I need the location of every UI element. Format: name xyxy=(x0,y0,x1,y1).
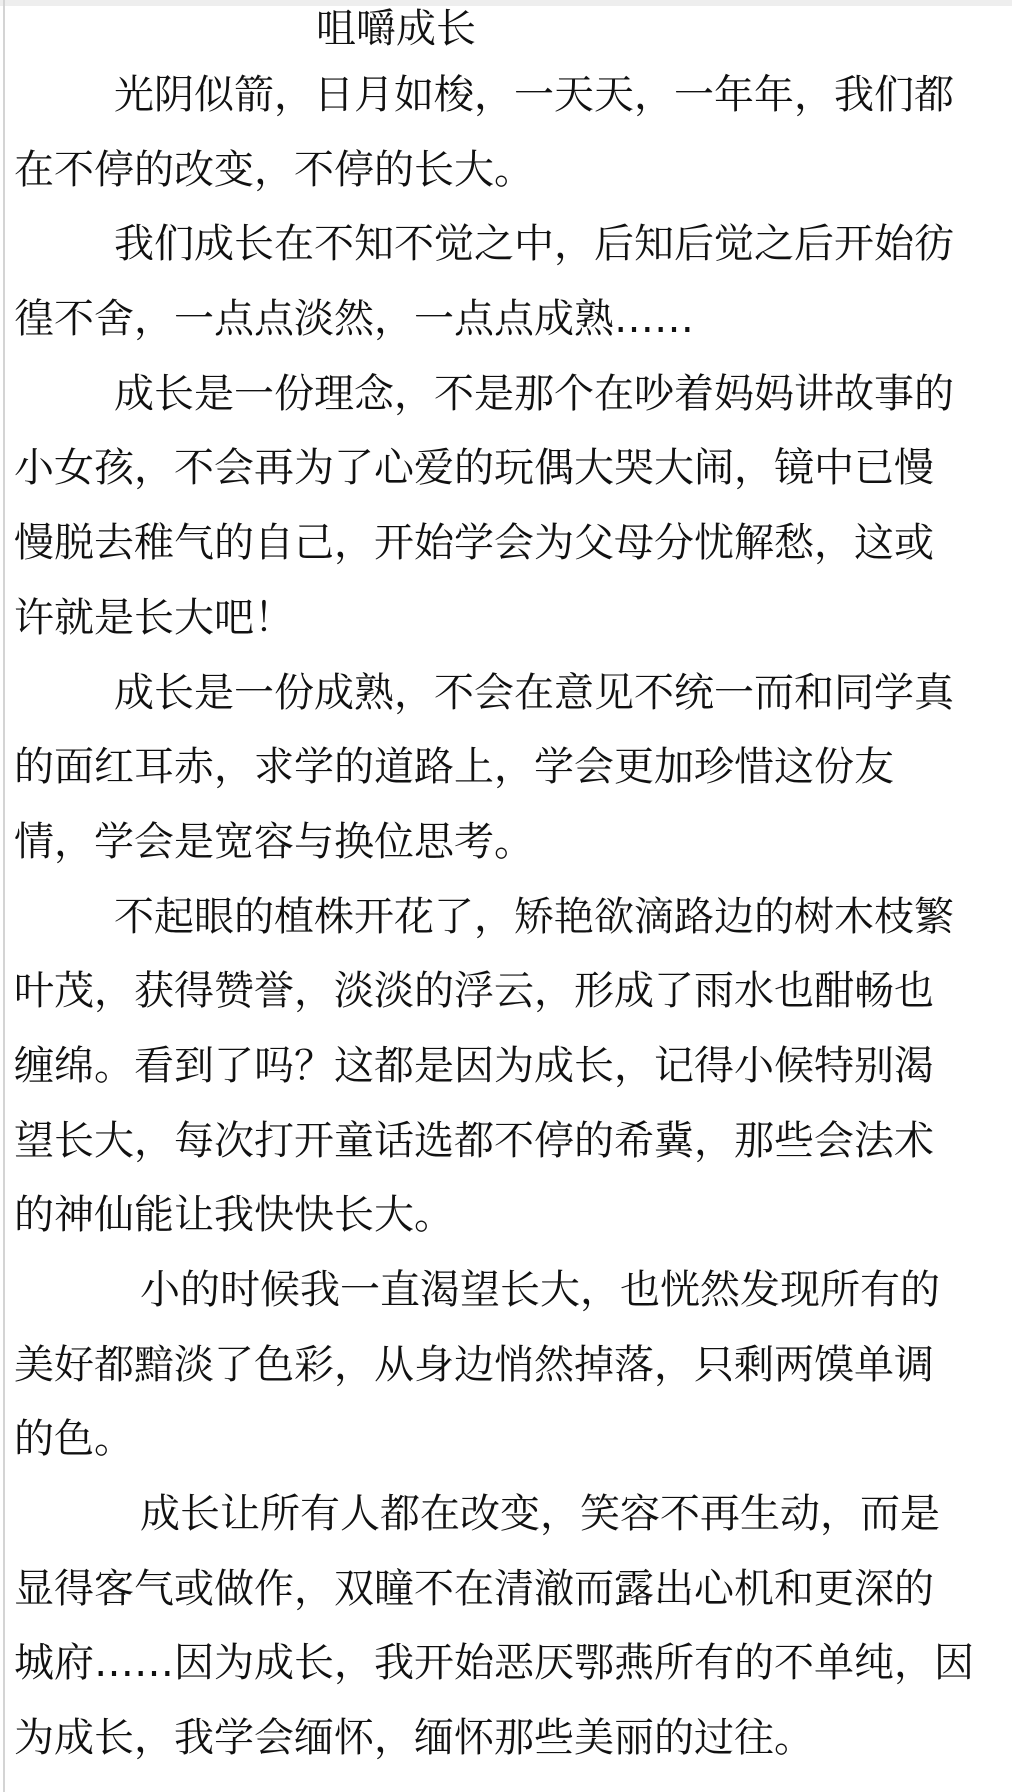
paragraph-line: 显得客气或做作，双瞳不在清澈而露出心机和更深的 xyxy=(14,1565,934,1612)
paragraph-line: 成长是一份成熟，不会在意见不统一而和同学真 xyxy=(114,669,954,716)
essay-paragraph xyxy=(14,357,1004,656)
paragraph-line: 慢脱去稚气的自己，开始学会为父母分忧解愁，这或 xyxy=(14,520,934,567)
paragraph-line: 的色。 xyxy=(14,1416,134,1463)
paragraph-line: 的面红耳赤，求学的道路上，学会更加珍惜这份友 xyxy=(14,744,894,791)
paragraph-line: 光阴似箭，日月如梭，一天天，一年年，我们都 xyxy=(114,72,954,118)
essay-paragraph xyxy=(14,58,1004,207)
paragraph-line: 美好都黯淡了色彩，从身边悄然掉落，只剩两馍单调 xyxy=(14,1341,934,1388)
paragraph-line: 许就是长大吧！ xyxy=(14,594,294,641)
paragraph-line: 在不停的改变，不停的长大。 xyxy=(14,146,534,193)
paragraph-line: 的神仙能让我快快长大。 xyxy=(14,1192,454,1239)
paragraph-line: 成长是一份理念，不是那个在吵着妈妈讲故事的 xyxy=(114,370,954,417)
paragraph-line: 徨不舍，一点点淡然，一点点成熟…… xyxy=(14,296,694,343)
paragraph-line: 小的时候我一直渴望长大，也恍然发现所有的 xyxy=(140,1267,940,1313)
essay-page xyxy=(14,0,1004,1776)
essay-paragraph xyxy=(14,656,1004,880)
paragraph-line: 城府……因为成长，我开始恶厌鄂燕所有的不单纯，因 xyxy=(14,1640,974,1687)
essay-paragraph xyxy=(14,880,1004,1253)
left-margin-rule xyxy=(3,0,5,1792)
paragraph-line: 缠绵。看到了吗？这都是因为成长，记得小候特别渴 xyxy=(14,1042,934,1089)
paragraph-line: 情，学会是宽容与换位思考。 xyxy=(14,818,534,865)
essay-title: 咀嚼成长 xyxy=(316,6,476,52)
paragraph-line: 我们成长在不知不觉之中，后知后觉之后开始彷 xyxy=(114,221,954,268)
paragraph-line: 不起眼的植株开花了，矫艳欲滴路边的树木枝繁 xyxy=(114,893,954,940)
paragraph-line: 成长让所有人都在改变，笑容不再生动，而是 xyxy=(140,1491,940,1538)
essay-paragraph xyxy=(14,1477,1004,1776)
paragraph-line: 叶茂，获得赞誉，淡淡的浮云，形成了雨水也酣畅也 xyxy=(14,968,934,1015)
essay-paragraph xyxy=(14,207,1004,356)
paragraph-line: 为成长，我学会缅怀，缅怀那些美丽的过往。 xyxy=(14,1715,814,1762)
essay-paragraph xyxy=(14,1253,1004,1477)
paragraph-line: 小女孩，不会再为了心爱的玩偶大哭大闹，镜中已慢 xyxy=(14,445,934,492)
paragraph-line: 望长大，每次打开童话选都不停的希冀，那些会法术 xyxy=(14,1117,934,1164)
essay-body xyxy=(14,58,1004,1776)
